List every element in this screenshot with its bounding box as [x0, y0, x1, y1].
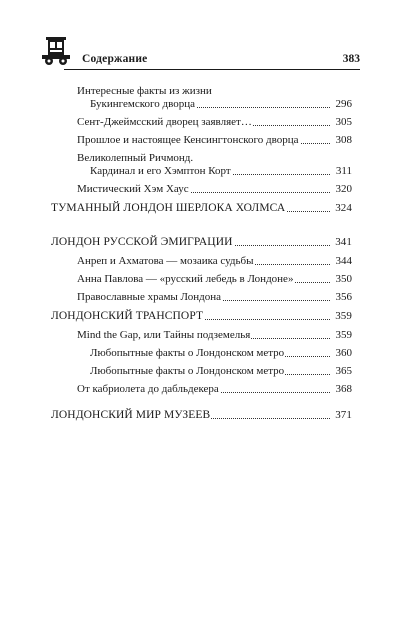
toc-entry — [77, 290, 352, 304]
toc-entry — [77, 115, 352, 129]
toc-entry — [90, 164, 352, 178]
toc-entry-title: Анреп и Ахматова — мозаика судьбы — [77, 255, 254, 267]
toc-entry-page: 360 — [335, 347, 352, 359]
toc-entry — [77, 382, 352, 396]
toc-entry-title: Любопытные факты о Лондонском метро — [90, 347, 285, 359]
toc-entry — [77, 272, 352, 286]
toc-entry-page: 365 — [335, 365, 352, 377]
toc-entry-title: Кардинал и его Хэмптон Корт — [90, 165, 231, 177]
toc-entry-title: От кабриолета до дабльдекера — [77, 383, 219, 395]
toc-entry-title: Православные храмы Лондона — [77, 291, 221, 303]
toc-section-page: 359 — [335, 310, 352, 322]
toc-section — [51, 309, 352, 323]
toc-entry-page: 350 — [335, 273, 352, 285]
toc-entry-title: Мистический Хэм Хаус — [77, 183, 189, 195]
toc-section-title: ЛОНДОНСКИЙ ТРАНСПОРТ — [51, 310, 204, 322]
toc-section-title: ТУМАННЫЙ ЛОНДОН ШЕРЛОКА ХОЛМСА — [51, 202, 286, 214]
toc-entry-text: Интересные факты из жизни — [77, 85, 212, 97]
toc-entry-page: 308 — [335, 134, 352, 146]
toc-section-page: 324 — [335, 202, 352, 214]
toc-section-title: ЛОНДОН РУССКОЙ ЭМИГРАЦИИ — [51, 236, 233, 248]
toc-entry-title: Анна Павлова — «русский лебедь в Лондоне» — [77, 273, 294, 285]
toc-entry-title: Букингемского дворца — [90, 98, 196, 110]
toc-entry-page: 359 — [335, 329, 352, 341]
toc-entry-title: Любопытные факты о Лондонском метро — [90, 365, 285, 377]
toc-entry — [90, 364, 352, 378]
toc-entry-title: Прошлое и настоящее Кенсингтонского дворца — [77, 134, 299, 146]
toc-section — [51, 201, 352, 215]
toc-entry-page: 368 — [335, 383, 352, 395]
toc-section — [51, 408, 352, 422]
toc-entry-page: 296 — [335, 98, 352, 110]
toc-entry-page: 305 — [335, 116, 352, 128]
toc-entry — [77, 254, 352, 268]
toc-entry — [90, 97, 352, 111]
toc-entry — [77, 133, 352, 147]
toc-entry-page: 320 — [335, 183, 352, 195]
toc-entry-page: 311 — [335, 165, 352, 177]
toc-section-page: 341 — [335, 236, 352, 248]
toc-section — [51, 235, 352, 249]
toc-entry-text: Великолепный Ричмонд. — [77, 152, 194, 164]
toc-entry — [77, 182, 352, 196]
toc-section-title: ЛОНДОНСКИЙ МИР МУЗЕЕВ — [51, 409, 211, 421]
toc-entry — [77, 328, 352, 342]
toc-entry-title: Сент-Джеймсский дворец заявляет… — [77, 116, 252, 128]
toc-entry-title: Mind the Gap, или Тайны подземелья — [77, 329, 251, 341]
toc-entry-page: 344 — [335, 255, 352, 267]
toc-section-page: 371 — [335, 409, 352, 421]
running-header-title: Содержание — [82, 53, 148, 65]
toc-entry-page: 356 — [335, 291, 352, 303]
toc-entry — [90, 346, 352, 360]
page-number: 383 — [342, 53, 360, 65]
